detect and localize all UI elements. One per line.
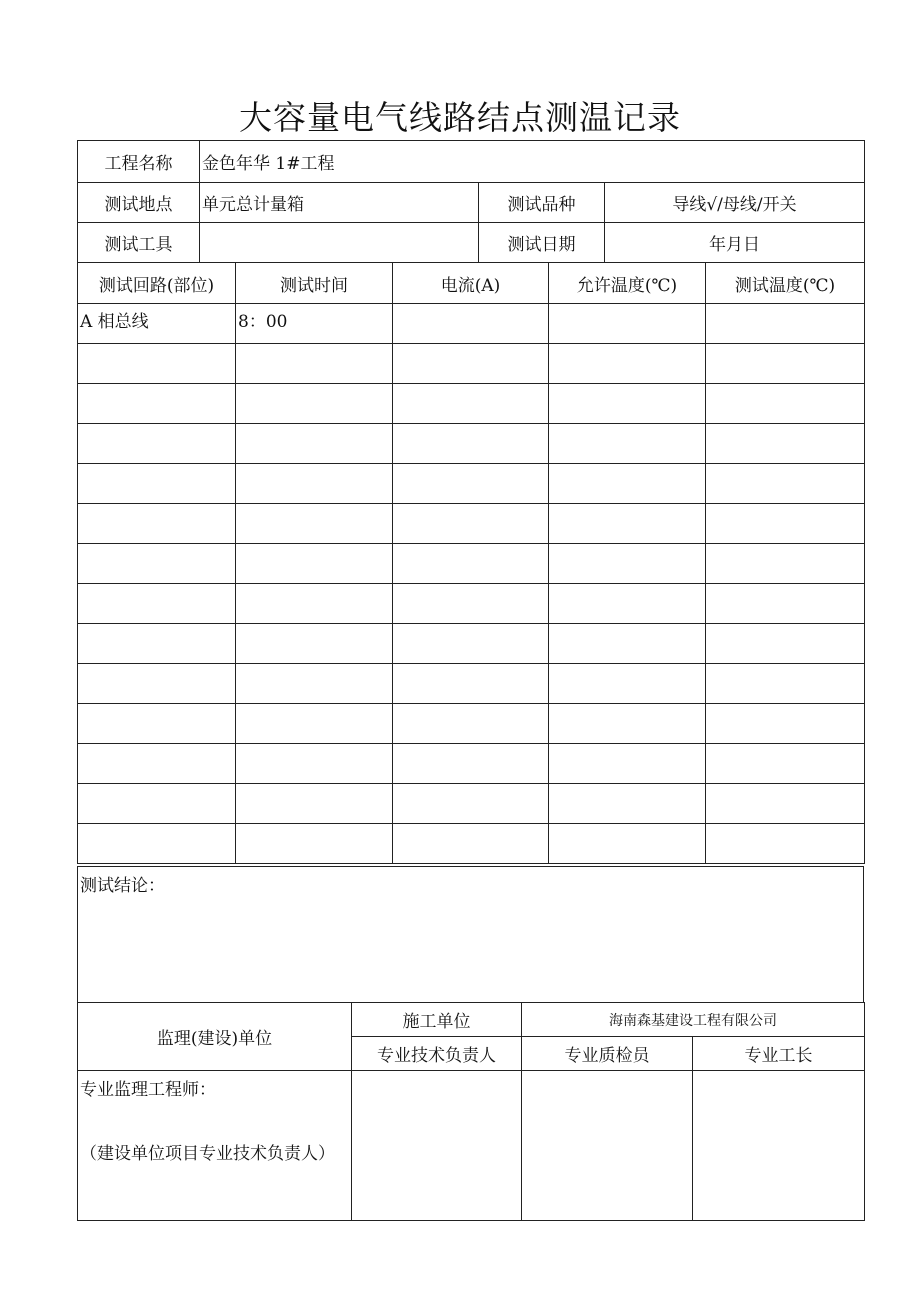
cell-current [393, 624, 549, 664]
cell-allowed-temp [549, 824, 706, 864]
cell-measured-temp [706, 384, 865, 424]
cell-measured-temp [706, 664, 865, 704]
table-row [78, 304, 865, 344]
cell-time [236, 744, 393, 784]
foreman-sign [693, 1071, 865, 1221]
table-row [78, 784, 865, 824]
cell-circuit [78, 624, 236, 664]
table-row [78, 504, 865, 544]
tech-lead: 专业技术负责人 [352, 1037, 522, 1071]
date-label: 测试日期 [479, 223, 605, 263]
cell-time [236, 784, 393, 824]
cell-time: 8：00 [236, 304, 393, 344]
cell-current [393, 304, 549, 344]
cell-circuit [78, 384, 236, 424]
cell-allowed-temp [549, 744, 706, 784]
cell-measured-temp [706, 504, 865, 544]
construction-unit: 施工单位 [352, 1003, 522, 1037]
table-row [78, 384, 865, 424]
table-row [78, 664, 865, 704]
project-label: 工程名称 [78, 141, 200, 183]
cell-allowed-temp [549, 584, 706, 624]
table-row [78, 824, 865, 864]
cell-current [393, 384, 549, 424]
cell-current [393, 424, 549, 464]
cell-time [236, 824, 393, 864]
cell-allowed-temp [549, 544, 706, 584]
table-row [78, 544, 865, 584]
cell-circuit [78, 784, 236, 824]
cell-allowed-temp [549, 464, 706, 504]
cell-allowed-temp [549, 784, 706, 824]
cell-allowed-temp [549, 704, 706, 744]
engineer-cell [78, 1071, 352, 1221]
cell-circuit [78, 584, 236, 624]
cell-allowed-temp [549, 624, 706, 664]
category-value: 导线√/母线/开关 [605, 183, 865, 223]
cell-allowed-temp [549, 304, 706, 344]
cell-allowed-temp [549, 664, 706, 704]
cell-measured-temp [706, 344, 865, 384]
cell-circuit [78, 504, 236, 544]
cell-allowed-temp [549, 384, 706, 424]
project-value: 金色年华 1#工程 [200, 141, 865, 183]
conclusion-table [77, 866, 864, 1003]
header-circuit: 测试回路(部位) [78, 263, 236, 304]
page-title: 大容量电气线路结点测温记录 [239, 98, 681, 137]
cell-time [236, 424, 393, 464]
cell-current [393, 664, 549, 704]
cell-circuit [78, 744, 236, 784]
cell-current [393, 544, 549, 584]
table-row [78, 744, 865, 784]
category-label: 测试品种 [479, 183, 605, 223]
engineer-label: 专业监理工程师： [80, 1080, 216, 1100]
header-measured-temp: 测试温度(℃) [706, 263, 865, 304]
cell-time [236, 464, 393, 504]
cell-circuit [78, 424, 236, 464]
table-row [78, 344, 865, 384]
cell-time [236, 544, 393, 584]
cell-time [236, 664, 393, 704]
cell-measured-temp [706, 304, 865, 344]
supervision-unit: 监理(建设)单位 [78, 1003, 352, 1071]
owner-note: （建设单位项目专业技术负责人） [80, 1144, 335, 1164]
cell-circuit [78, 464, 236, 504]
cell-circuit [78, 344, 236, 384]
cell-measured-temp [706, 544, 865, 584]
cell-measured-temp [706, 424, 865, 464]
cell-circuit: A 相总线 [78, 304, 236, 344]
cell-measured-temp [706, 824, 865, 864]
cell-time [236, 704, 393, 744]
date-value: 年月日 [605, 223, 865, 263]
qc-sign [522, 1071, 693, 1221]
tool-label: 测试工具 [78, 223, 200, 263]
table-row [78, 464, 865, 504]
cell-circuit [78, 704, 236, 744]
header-allowed-temp: 允许温度(℃) [549, 263, 706, 304]
tech-lead-sign [352, 1071, 522, 1221]
cell-current [393, 784, 549, 824]
info-table [77, 140, 865, 263]
header-time: 测试时间 [236, 263, 393, 304]
cell-current [393, 704, 549, 744]
tool-value [200, 223, 479, 263]
table-row [78, 624, 865, 664]
cell-allowed-temp [549, 504, 706, 544]
company-name: 海南森基建设工程有限公司 [522, 1003, 865, 1037]
cell-time [236, 384, 393, 424]
table-row [78, 584, 865, 624]
cell-current [393, 744, 549, 784]
cell-measured-temp [706, 744, 865, 784]
header-current: 电流(A) [393, 263, 549, 304]
cell-current [393, 464, 549, 504]
cell-current [393, 584, 549, 624]
cell-allowed-temp [549, 424, 706, 464]
cell-current [393, 344, 549, 384]
measure-table [77, 262, 865, 864]
cell-allowed-temp [549, 344, 706, 384]
cell-time [236, 584, 393, 624]
cell-time [236, 624, 393, 664]
cell-circuit [78, 544, 236, 584]
location-label: 测试地点 [78, 183, 200, 223]
table-row [78, 704, 865, 744]
table-row [78, 424, 865, 464]
cell-measured-temp [706, 704, 865, 744]
cell-measured-temp [706, 784, 865, 824]
cell-circuit [78, 664, 236, 704]
qc-inspector: 专业质检员 [522, 1037, 693, 1071]
location-value: 单元总计量箱 [200, 183, 479, 223]
cell-measured-temp [706, 584, 865, 624]
cell-circuit [78, 824, 236, 864]
cell-current [393, 504, 549, 544]
signature-table [77, 1002, 865, 1221]
cell-measured-temp [706, 624, 865, 664]
foreman: 专业工长 [693, 1037, 865, 1071]
cell-current [393, 824, 549, 864]
cell-time [236, 504, 393, 544]
cell-time [236, 344, 393, 384]
cell-measured-temp [706, 464, 865, 504]
conclusion-label: 测试结论： [78, 867, 864, 1003]
